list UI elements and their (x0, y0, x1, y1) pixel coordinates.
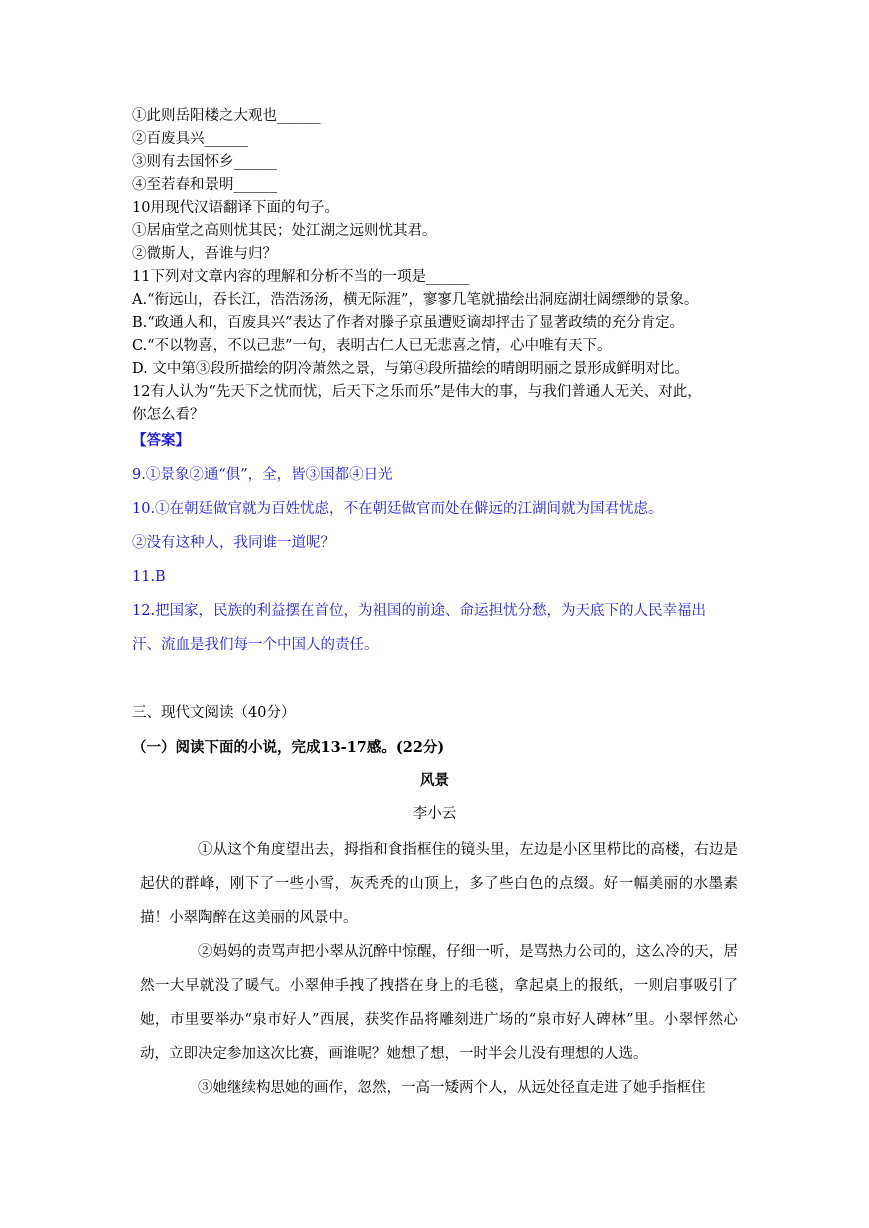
q10-item-1: ①居庙堂之高则忧其民；处江湖之远则忧其君。 (132, 223, 437, 239)
story-paragraph-2: ②妈妈的责骂声把小翠从沉醉中惊醒，仔细一听，是骂热力公司的，这么冷的天，居然一大早就没了暖气。小翠伸手拽了拽搭在身上的毛毯，拿起桌上的报纸，一则启事吸引了她，市里要举办“泉市好人”西展，获奖作品将雕刻进广场的“泉市好人碑林”里。小翠怦然心动，立即决定参加这次比赛，画谁呢？她想了想，一时半会儿没有理想的人选。 (140, 944, 738, 1062)
q10-item-2: ②微斯人，吾谁与归？ (132, 246, 277, 262)
q11-option-b: B.“政通人和，百废具兴”表达了作者对滕子京虽遭贬谪却抨击了显著政绩的充分肯定。 (132, 315, 685, 331)
answer-11: 11.B (132, 569, 166, 585)
q9-item-2: ②百废具兴______ (132, 131, 248, 147)
q11-option-d: D. 文中第③段所描绘的阴冷萧然之景，与第④段所描绘的晴朗明丽之景形成鲜明对比。 (132, 361, 689, 377)
answer-12-2: 汗、流血是我们每一个中国人的责任。 (132, 637, 379, 653)
story-author: 李小云 (412, 806, 457, 822)
q11-option-a: A.“衔远山，吞长江，浩浩汤汤，横无际涯”，寥寥几笔就描绘出洞庭湖壮阔缥缈的景象。 (132, 292, 699, 308)
story-title: 风景 (420, 772, 449, 789)
answer-10-2: ②没有这种人，我同谁一道呢？ (132, 535, 335, 551)
answer-12-1: 12.把国家，民族的利益摆在首位，为祖国的前途、命运担忧分愁，为天底下的人民幸福出 (132, 603, 707, 619)
question-10-title: 10用现代汉语翻译下面的句子。 (132, 200, 339, 216)
question-11-title: 11下列对文章内容的理解和分析不当的一项是______ (132, 269, 470, 285)
question-12-line-1: 12有人认为“先天下之忧而忧，后天下之乐而乐”是伟大的事，与我们普通人无关、对此， (132, 384, 702, 400)
question-12-line-2: 你怎么看？ (132, 407, 205, 423)
q9-item-3: ③则有去国怀乡______ (132, 154, 277, 170)
story-paragraph-1: ①从这个角度望出去，拇指和食指框住的镜头里，左边是小区里栉比的高楼，右边是起伏的群峰，刚下了一些小雪，灰秃秃的山顶上，多了些白色的点缀。好一幅美丽的水墨素描！小翠陶醉在这美丽的风景中。 (140, 842, 738, 926)
q9-item-4: ④至若春和景明______ (132, 177, 277, 193)
answer-10-1: 10.①在朝廷做官就为百姓忧虑，不在朝廷做官而处在僻远的江湖间就为国君忧虑。 (132, 501, 663, 517)
q9-item-1: ①此则岳阳楼之大观也______ (132, 108, 321, 124)
q11-option-c: C.“不以物喜，不以己悲”一句，表明古仁人已无悲喜之情，心中唯有天下。 (132, 338, 612, 354)
story-paragraph-3: ③她继续构思她的画作，忽然，一高一矮两个人，从远处径直走进了她手指框住 (198, 1080, 706, 1096)
section-3-title: 三、现代文阅读（40分） (132, 705, 296, 721)
subsection-1-title: （一）阅读下面的小说，完成13-17感。(22分) (132, 739, 445, 756)
answer-heading: 【答案】 (132, 432, 190, 449)
answer-9: 9.①景象②通“俱”，全，皆③国都④日光 (132, 467, 393, 483)
